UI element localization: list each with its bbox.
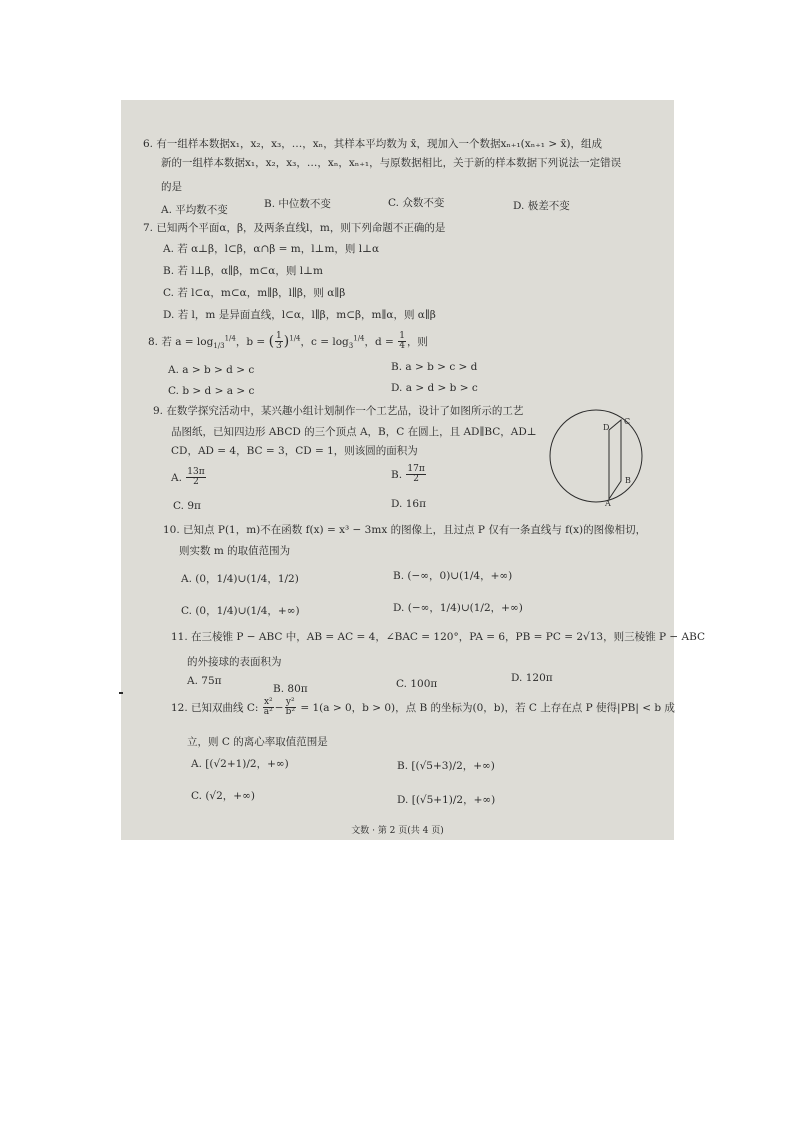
q11-option-d: D. 120π: [511, 672, 553, 684]
q12-stem-line2: 立，则 C 的离心率取值范围是: [187, 736, 328, 748]
q9-option-b-prefix: B.: [391, 468, 403, 481]
q7-option-d: D. 若 l，m 是异面直线，l⊂α，l∥β，m⊂β，m∥α，则 α∥β: [163, 309, 436, 321]
q6-stem-line1: 6. 有一组样本数据x₁，x₂，x₃，…，xₙ，其样本平均数为 x̄，现加入一个数据xₙ₊₁(xₙ₊₁ > x̄)，组成: [143, 138, 602, 150]
q11-option-b: B. 80π: [273, 683, 308, 695]
q7-option-a: A. 若 α⊥β，l⊂β，α∩β = m，l⊥m，则 l⊥α: [163, 243, 380, 255]
q12-stem-line1-b: = 1(a > 0，b > 0)，点 B 的坐标为(0，b)，若 C 上存在点 P 使得|PB| < b 成: [300, 701, 675, 714]
q6-option-a: A. 平均数不变: [161, 204, 228, 216]
q7-option-b: B. 若 l⊥β，α∥β，m⊂α，则 l⊥m: [163, 265, 323, 277]
q10-option-d: D. (−∞，1/4)∪(1/2，+∞): [393, 602, 523, 614]
label-d: D: [603, 423, 610, 432]
q9-option-b-den: 2: [413, 474, 419, 485]
q11-option-c: C. 100π: [396, 678, 438, 690]
q10-option-c: C. (0，1/4)∪(1/4，+∞): [181, 605, 300, 617]
q10-stem-line1: 10. 已知点 P(1，m)不在函数 f(x) = x³ − 3mx 的图像上，且过点 P 仅有一条直线与 f(x)的图像相切，: [163, 524, 647, 536]
q11-option-a: A. 75π: [187, 675, 222, 687]
q8-stem-a: 8. 若 a = log: [148, 335, 214, 348]
quadrilateral-abcd: [609, 420, 621, 499]
q8-stem-b: ，b =: [235, 335, 269, 348]
q12-stem-line1-a: 12. 已知双曲线 C:: [171, 701, 259, 714]
exam-page: [121, 100, 706, 840]
q9-option-d: D. 16π: [391, 498, 426, 510]
q6-option-d: D. 极差不变: [513, 200, 570, 212]
q6-option-c: C. 众数不变: [388, 197, 445, 209]
label-a: A: [605, 499, 611, 508]
q8-option-a: A. a > b > d > c: [168, 364, 255, 376]
q10-option-a: A. (0，1/4)∪(1/4，1/2): [181, 573, 299, 585]
q8-option-b: B. a > b > c > d: [391, 361, 478, 373]
page-footer: 文数 · 第 2 页(共 4 页): [351, 826, 444, 836]
q7-option-c: C. 若 l⊂α，m⊂α，m∥β，l∥β，则 α∥β: [163, 287, 346, 299]
q11-stem-line1: 11. 在三棱锥 P − ABC 中，AB = AC = 4，∠BAC = 120°，PA = 6，PB = PC = 2√13，则三棱锥 P − ABC: [171, 631, 706, 643]
q9-option-b: [391, 465, 427, 485]
q9-option-a: [171, 468, 207, 488]
q12-option-b: B. [(√5+3)/2，+∞): [397, 760, 495, 772]
margin-mark: [119, 692, 123, 694]
q9-stem-line3: CD，AD = 4，BC = 3，CD = 1，则该圆的面积为: [171, 445, 418, 457]
q8-stem: 8. 若 $a = \log_{1/3}^{1/4}$，b = ( $\frac{1}{3}$ )$^{1/4}$，$c = \log_3^{1/4}$，d = $\frac{1}{4}$ ，则: [148, 331, 428, 352]
label-b: B: [625, 476, 631, 485]
q9-option-a-prefix: A.: [171, 471, 182, 484]
q9-stem-line2: 品图纸，已知四边形 ABCD 的三个顶点 A，B，C 在圆上，且 AD∥BC，AD⊥: [171, 426, 537, 438]
q10-option-b: B. (−∞，0)∪(1/4，+∞): [393, 570, 513, 582]
q6-stem-line2: 新的一组样本数据x₁，x₂，x₃，…，xₙ，xₙ₊₁，与原数据相比，关于新的样本数据下列说法一定错误: [161, 157, 622, 169]
q7-stem: 7. 已知两个平面α，β，及两条直线l，m，则下列命题不正确的是: [143, 222, 446, 234]
q8-stem-c: ，c = log: [300, 335, 349, 348]
q9-option-a-den: 2: [193, 477, 199, 488]
q12-option-c: C. (√2，+∞): [191, 790, 255, 802]
q12-option-a: A. [(√2+1)/2，+∞): [191, 758, 289, 770]
q9-option-a-num: 13π: [187, 467, 205, 477]
q9-circle-figure: [548, 408, 648, 508]
q8-stem-e: ，则: [406, 335, 428, 348]
q12-option-d: D. [(√5+1)/2，+∞): [397, 794, 496, 806]
q8-option-d: D. a > d > b > c: [391, 382, 478, 394]
q12-stem-line1: 12. 已知双曲线 C: $\frac{\text{x²}}{\text{a²}}$ − $\frac{\text{y²}}{\text{b²}}$ = 1(a > 0，b > 0)，点 B 的坐标为(0，b)，若 C 上存在点 P 使得|PB| < b 成: [171, 697, 675, 718]
q6-option-b: B. 中位数不变: [264, 198, 331, 210]
q6-stem-line3: 的是: [161, 181, 182, 193]
q10-stem-line2: 则实数 m 的取值范围为: [179, 545, 291, 557]
q9-option-b-num: 17π: [407, 464, 425, 474]
q11-stem-line2: 的外接球的表面积为: [187, 656, 282, 668]
q9-option-c: C. 9π: [173, 500, 201, 512]
q8-option-c: C. b > d > a > c: [168, 385, 255, 397]
q8-stem-d: ，d =: [364, 335, 398, 348]
q9-stem-line1: 9. 在数学探究活动中，某兴趣小组计划制作一个工艺品，设计了如图所示的工艺: [153, 405, 524, 417]
label-c: C: [624, 417, 631, 426]
